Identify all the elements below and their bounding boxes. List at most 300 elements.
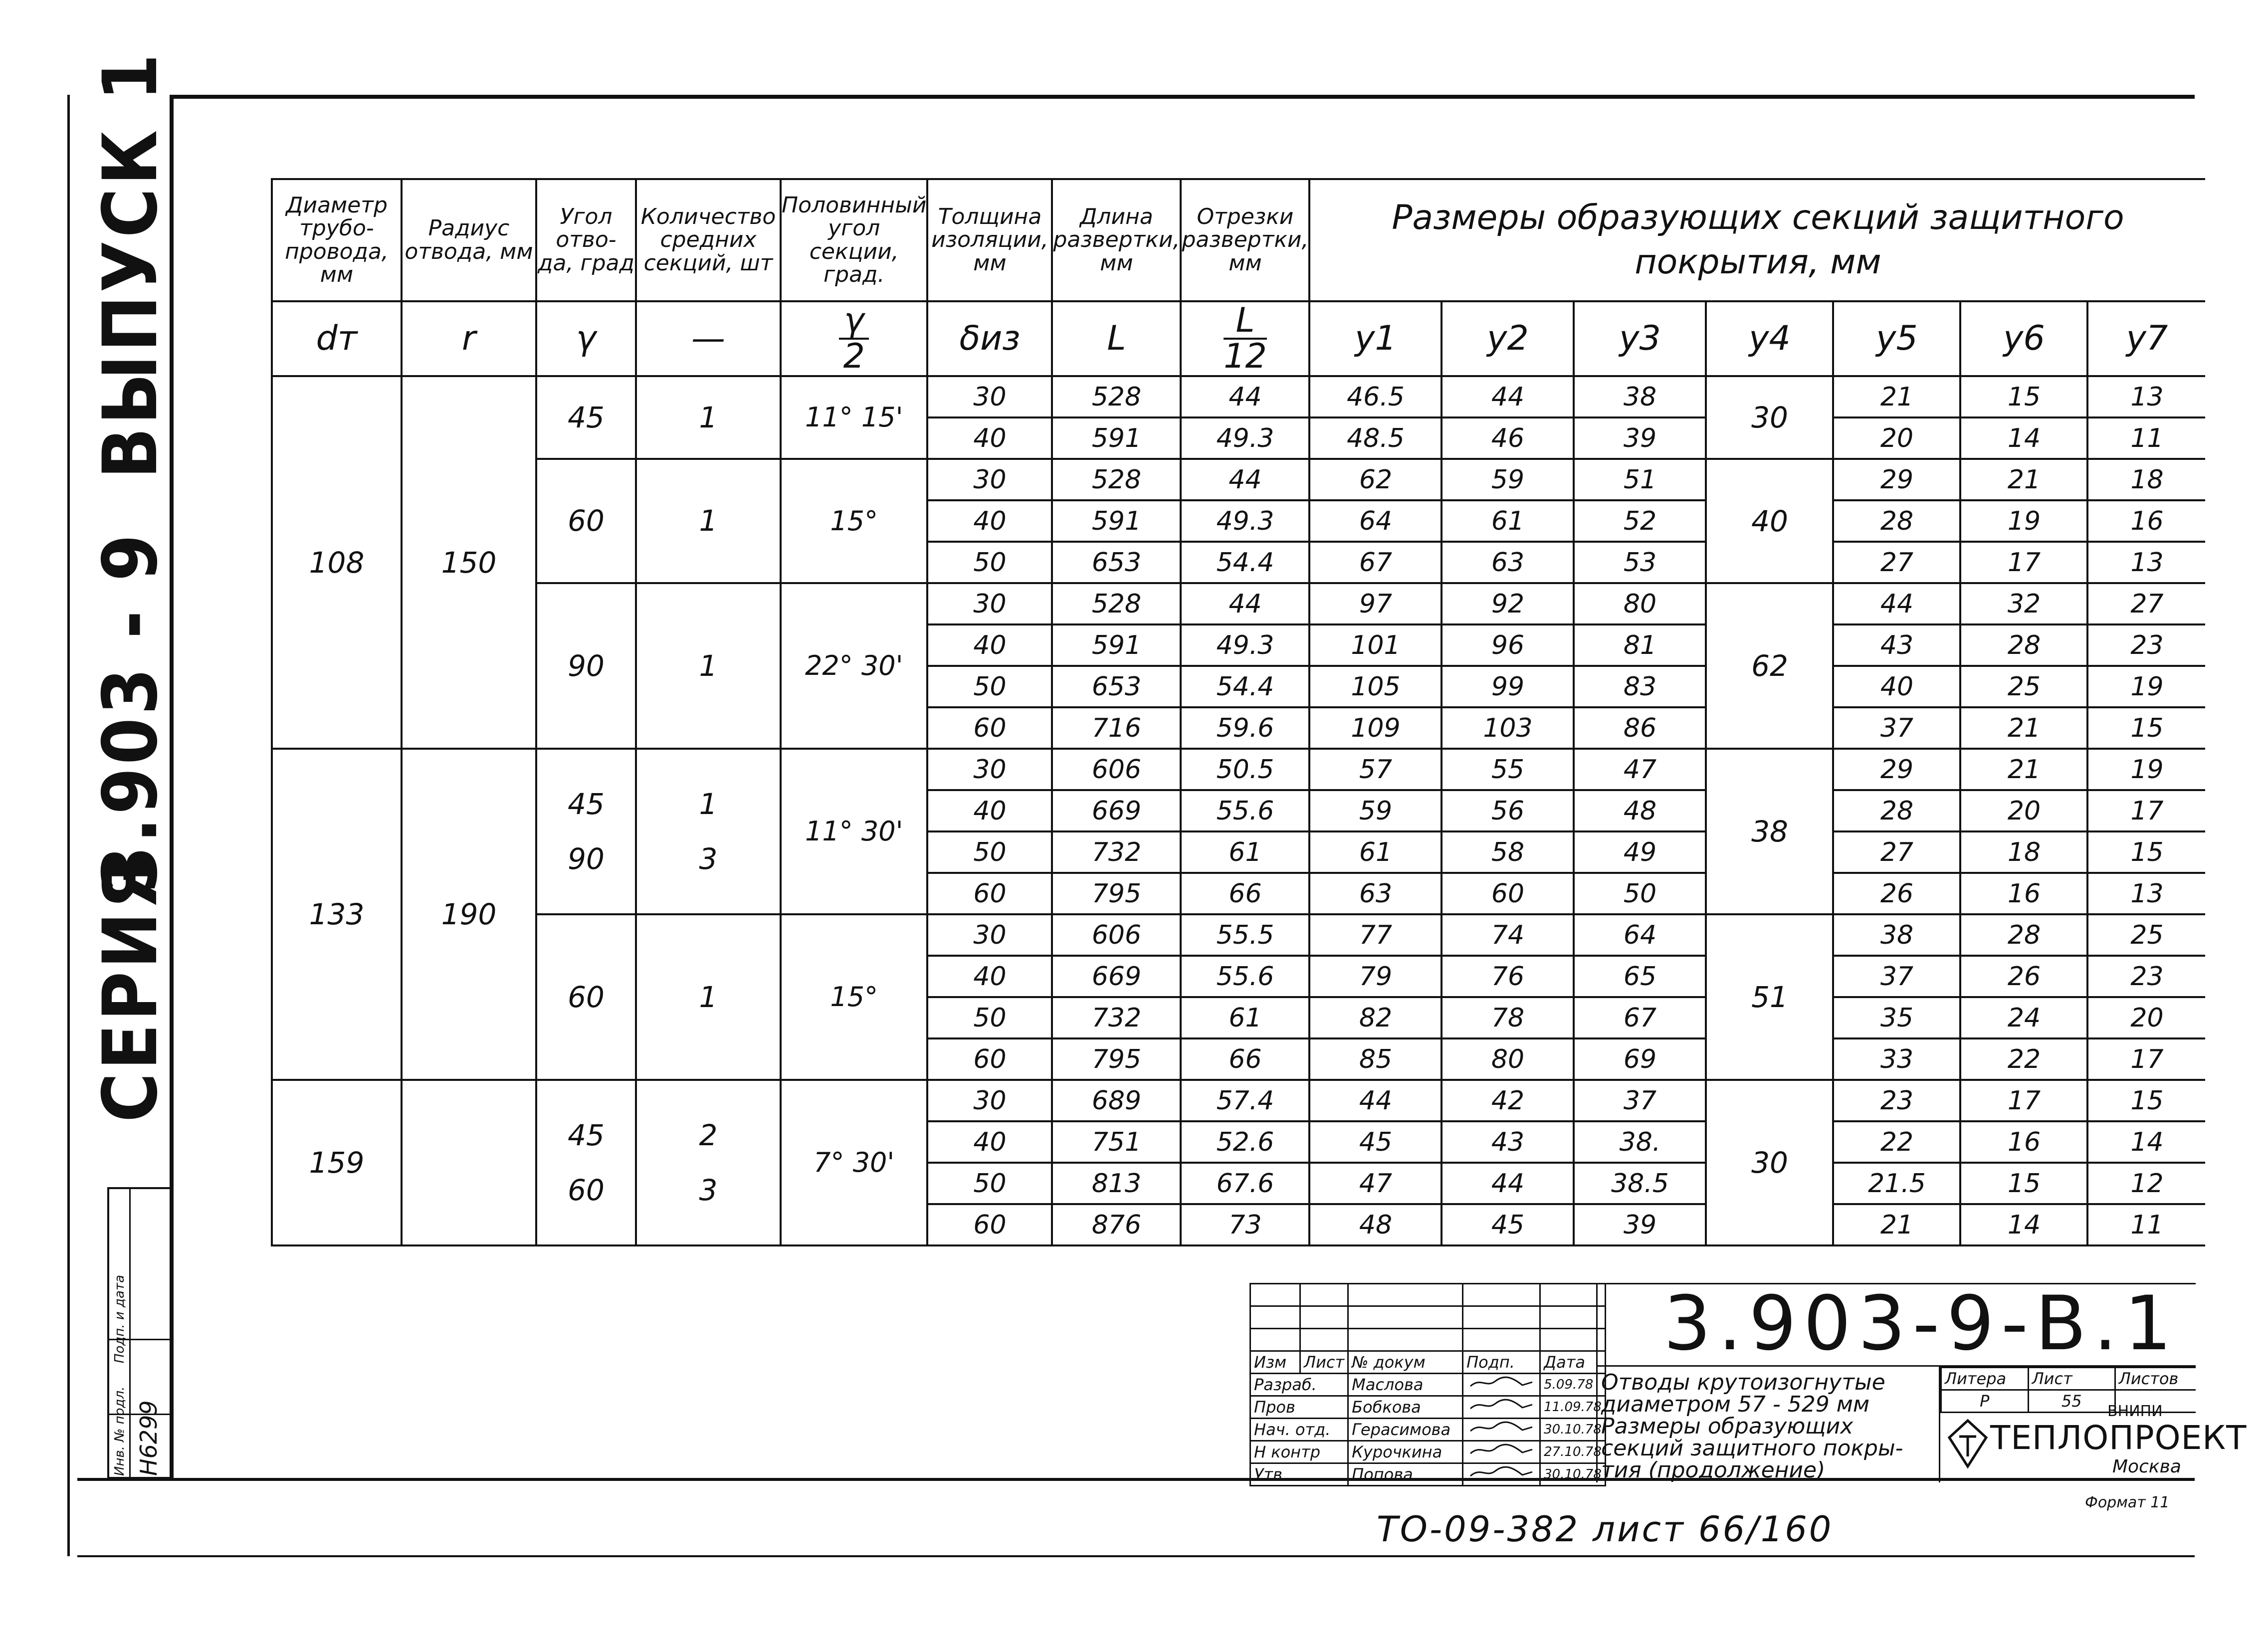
role-label: Пров <box>1250 1396 1348 1419</box>
table-row <box>272 583 2205 624</box>
cell-y1: 46.5 <box>1309 376 1442 417</box>
table-row <box>272 376 2205 417</box>
cell-y4: 40 <box>1706 459 1833 583</box>
sym-half-angle <box>781 301 927 376</box>
cell-half-angle: 7° 30' <box>781 1080 927 1245</box>
revision-table <box>1249 1283 1606 1486</box>
cell-y1: 48.5 <box>1309 417 1442 459</box>
cell-length: 606 <box>1052 749 1181 790</box>
cell-length: 591 <box>1052 500 1181 542</box>
cell-y6: 26 <box>1960 956 2087 997</box>
cell-y7: 19 <box>2087 749 2205 790</box>
cell-y2: 46 <box>1442 417 1574 459</box>
cell-y2: 103 <box>1442 707 1574 749</box>
hdr-radius: Радиус отвода, мм <box>402 179 536 301</box>
cell-segment: 61 <box>1181 997 1309 1038</box>
cell-y1: 79 <box>1309 956 1442 997</box>
role-label: Нач. отд. <box>1250 1419 1348 1441</box>
cell-y1: 64 <box>1309 500 1442 542</box>
series-number: 3.903 - 9 <box>87 531 174 893</box>
cell-y7: 17 <box>2087 1038 2205 1080</box>
cell-y3: 86 <box>1574 707 1706 749</box>
cell-y7: 25 <box>2087 914 2205 956</box>
hdr-half-angle: Половинный угол секции, град. <box>781 179 927 301</box>
cell-thickness: 60 <box>927 873 1052 914</box>
tb-head-sign: Подп. <box>1463 1351 1540 1374</box>
cell-y6: 32 <box>1960 583 2087 624</box>
sym-y4: y4 <box>1706 301 1833 376</box>
signature <box>1463 1441 1540 1463</box>
cell-y3: 64 <box>1574 914 1706 956</box>
cell-y4: 51 <box>1706 914 1833 1080</box>
desc-line-4: секций защитного покры- <box>1601 1436 1903 1461</box>
cell-y6: 22 <box>1960 1038 2087 1080</box>
hdr-angle: Угол отво- да, град <box>536 179 636 301</box>
spine-series <box>87 854 174 1122</box>
cell-length: 528 <box>1052 376 1181 417</box>
sym-length: L <box>1052 301 1181 376</box>
hdr-diameter: Диаметр трубо- провода, мм <box>272 179 402 301</box>
cell-y3: 38.5 <box>1574 1163 1706 1204</box>
cell-y6: 21 <box>1960 749 2087 790</box>
sign-date: 11.09.78 <box>1540 1396 1606 1419</box>
desc-line-2: диаметром 57 - 529 мм <box>1601 1392 1870 1417</box>
cell-y2: 78 <box>1442 997 1574 1038</box>
cell-y1: 77 <box>1309 914 1442 956</box>
cell-y5: 20 <box>1833 417 1960 459</box>
sections-table <box>271 178 2205 1246</box>
cell-y6: 14 <box>1960 417 2087 459</box>
cell-thickness: 40 <box>927 956 1052 997</box>
cell-length: 732 <box>1052 831 1181 873</box>
outer-left-line <box>67 95 70 1556</box>
cell-y6: 21 <box>1960 459 2087 500</box>
cell-y1: 57 <box>1309 749 1442 790</box>
org-top: ВНИПИ <box>2107 1403 2163 1420</box>
hdr-sizes: Размеры образующих секций защитного покрытия, мм <box>1309 179 2205 301</box>
stage-value: Р <box>1941 1390 2029 1413</box>
segments-num: L <box>1224 304 1267 340</box>
cell-y7: 19 <box>2087 666 2205 707</box>
cell-segment: 55.5 <box>1181 914 1309 956</box>
signature-row <box>1250 1419 1606 1441</box>
cell-y7: 17 <box>2087 790 2205 831</box>
cell-radius <box>402 1080 536 1245</box>
cell-y1: 105 <box>1309 666 1442 707</box>
cell-y5: 43 <box>1833 624 1960 666</box>
cell-segment: 73 <box>1181 1204 1309 1245</box>
cell-thickness: 30 <box>927 1080 1052 1121</box>
archive-number: ТО-09-382 лист 66/160 <box>1377 1509 1834 1550</box>
sym-diameter: dт <box>272 301 402 376</box>
cell-y5: 38 <box>1833 914 1960 956</box>
format-label: Формат 11 <box>2085 1494 2170 1511</box>
cell-y7: 13 <box>2087 873 2205 914</box>
cell-y6: 17 <box>1960 1080 2087 1121</box>
cell-segment: 49.3 <box>1181 417 1309 459</box>
cell-diameter: 108 <box>272 376 402 749</box>
cell-thickness: 40 <box>927 500 1052 542</box>
cell-y3: 69 <box>1574 1038 1706 1080</box>
cell-half-angle: 15° <box>781 459 927 583</box>
cell-y7: 11 <box>2087 417 2205 459</box>
cell-y3: 65 <box>1574 956 1706 997</box>
cell-y6: 18 <box>1960 831 2087 873</box>
cell-y3: 53 <box>1574 542 1706 583</box>
cell-y2: 42 <box>1442 1080 1574 1121</box>
signature-row <box>1250 1396 1606 1419</box>
cell-thickness: 30 <box>927 914 1052 956</box>
sym-radius: r <box>402 301 536 376</box>
sym-sections-count: — <box>636 301 781 376</box>
cell-y2: 45 <box>1442 1204 1574 1245</box>
symbol-row <box>272 301 2205 376</box>
cell-sections-count: 1 3 <box>636 749 781 914</box>
cell-y7: 15 <box>2087 831 2205 873</box>
cell-y6: 24 <box>1960 997 2087 1038</box>
tb-head-date: Дата <box>1540 1351 1606 1374</box>
tb-head-doc: № докум <box>1348 1351 1463 1374</box>
cell-y1: 97 <box>1309 583 1442 624</box>
cell-y2: 92 <box>1442 583 1574 624</box>
cell-diameter: 159 <box>272 1080 402 1245</box>
cell-y5: 29 <box>1833 749 1960 790</box>
cell-y3: 80 <box>1574 583 1706 624</box>
cell-y2: 74 <box>1442 914 1574 956</box>
sheet-head: Лист <box>2028 1368 2115 1390</box>
cell-y3: 38. <box>1574 1121 1706 1163</box>
cell-thickness: 40 <box>927 1121 1052 1163</box>
hdr-sections-count: Количество средних секций, шт <box>636 179 781 301</box>
segments-den: 12 <box>1224 337 1267 376</box>
cell-y6: 16 <box>1960 1121 2087 1163</box>
cell-segment: 44 <box>1181 583 1309 624</box>
sign-date: 5.09.78 <box>1540 1374 1606 1396</box>
person-name: Курочкина <box>1348 1441 1463 1463</box>
cell-angle: 45 <box>536 376 636 459</box>
cell-y5: 21.5 <box>1833 1163 1960 1204</box>
cell-y6: 17 <box>1960 542 2087 583</box>
cell-y1: 109 <box>1309 707 1442 749</box>
cell-y6: 14 <box>1960 1204 2087 1245</box>
cell-sections-count: 1 <box>636 459 781 583</box>
table-row <box>272 914 2205 956</box>
hdr-length: Длина развертки, мм <box>1052 179 1181 301</box>
cell-length: 591 <box>1052 417 1181 459</box>
cell-y2: 63 <box>1442 542 1574 583</box>
cell-thickness: 50 <box>927 666 1052 707</box>
person-name: Герасимова <box>1348 1419 1463 1441</box>
cell-y3: 48 <box>1574 790 1706 831</box>
cell-length: 653 <box>1052 666 1181 707</box>
frame-top <box>170 95 2195 99</box>
cell-segment: 49.3 <box>1181 500 1309 542</box>
signature <box>1463 1463 1540 1486</box>
description <box>1601 1372 1903 1481</box>
issue-label: ВЫПУСК 1 <box>87 51 174 479</box>
cell-sections-count: 1 <box>636 583 781 749</box>
document-code: 3.903-9-В.1 <box>1663 1280 2179 1367</box>
inventory-number: Н6299 <box>135 1400 162 1476</box>
cell-segment: 54.4 <box>1181 666 1309 707</box>
cell-y7: 14 <box>2087 1121 2205 1163</box>
cell-y5: 26 <box>1833 873 1960 914</box>
cell-thickness: 40 <box>927 790 1052 831</box>
cell-y2: 55 <box>1442 749 1574 790</box>
cell-segment: 66 <box>1181 1038 1309 1080</box>
cell-length: 528 <box>1052 583 1181 624</box>
org-name: ТЕПЛОПРОЕКТ <box>1990 1419 2247 1457</box>
sym-y2: y2 <box>1442 301 1574 376</box>
cell-length: 876 <box>1052 1204 1181 1245</box>
cell-y1: 82 <box>1309 997 1442 1038</box>
cell-y1: 63 <box>1309 873 1442 914</box>
cell-sections-count: 1 <box>636 376 781 459</box>
cell-length: 669 <box>1052 956 1181 997</box>
sign-date: 27.10.78 <box>1540 1441 1606 1463</box>
role-label: Разраб. <box>1250 1374 1348 1396</box>
person-name: Попова <box>1348 1463 1463 1486</box>
signature-row <box>1250 1463 1606 1486</box>
role-label: Утв <box>1250 1463 1348 1486</box>
cell-half-angle: 11° 15' <box>781 376 927 459</box>
cell-length: 689 <box>1052 1080 1181 1121</box>
cell-y6: 20 <box>1960 790 2087 831</box>
cell-angle: 45 90 <box>536 749 636 914</box>
cell-y1: 44 <box>1309 1080 1442 1121</box>
sign-date: 30.10.78 <box>1540 1419 1606 1441</box>
cell-y6: 15 <box>1960 376 2087 417</box>
cell-segment: 66 <box>1181 873 1309 914</box>
cell-thickness: 40 <box>927 624 1052 666</box>
header-row <box>272 179 2205 301</box>
cell-segment: 44 <box>1181 376 1309 417</box>
cell-y3: 52 <box>1574 500 1706 542</box>
cell-y7: 20 <box>2087 997 2205 1038</box>
cell-y5: 37 <box>1833 707 1960 749</box>
cell-length: 669 <box>1052 790 1181 831</box>
cell-y2: 44 <box>1442 1163 1574 1204</box>
desc-line-3: Размеры образующих <box>1601 1414 1854 1439</box>
cell-y1: 48 <box>1309 1204 1442 1245</box>
cell-y7: 13 <box>2087 376 2205 417</box>
cell-thickness: 50 <box>927 831 1052 873</box>
cell-y7: 16 <box>2087 500 2205 542</box>
hdr-thickness: Толщина изоляции, мм <box>927 179 1052 301</box>
table-row <box>272 1080 2205 1121</box>
cell-y5: 27 <box>1833 542 1960 583</box>
half-angle-num: γ <box>839 304 869 340</box>
cell-length: 795 <box>1052 873 1181 914</box>
cell-length: 591 <box>1052 624 1181 666</box>
cell-segment: 54.4 <box>1181 542 1309 583</box>
cell-segment: 67.6 <box>1181 1163 1309 1204</box>
spine-number <box>87 531 174 893</box>
cell-segment: 52.6 <box>1181 1121 1309 1163</box>
cell-length: 751 <box>1052 1121 1181 1163</box>
cell-length: 813 <box>1052 1163 1181 1204</box>
cell-y2: 44 <box>1442 376 1574 417</box>
sheet-value: 55 <box>2028 1390 2115 1413</box>
cell-angle: 60 <box>536 914 636 1080</box>
cell-thickness: 60 <box>927 1204 1052 1245</box>
cell-thickness: 30 <box>927 459 1052 500</box>
cell-half-angle: 15° <box>781 914 927 1080</box>
cell-y2: 76 <box>1442 956 1574 997</box>
title-block <box>1249 1280 2247 1484</box>
sheets-head: Листов <box>2115 1368 2196 1390</box>
cell-thickness: 60 <box>927 707 1052 749</box>
cell-y2: 99 <box>1442 666 1574 707</box>
hdr-segments: Отрезки развертки, мм <box>1181 179 1309 301</box>
cell-y3: 38 <box>1574 376 1706 417</box>
signature-row <box>1250 1374 1606 1396</box>
cell-thickness: 30 <box>927 376 1052 417</box>
sym-y1: y1 <box>1309 301 1442 376</box>
cell-y7: 27 <box>2087 583 2205 624</box>
cell-angle: 60 <box>536 459 636 583</box>
sym-y6: y6 <box>1960 301 2087 376</box>
cell-sections-count: 1 <box>636 914 781 1080</box>
cell-y6: 19 <box>1960 500 2087 542</box>
cell-length: 795 <box>1052 1038 1181 1080</box>
cell-sections-count: 2 3 <box>636 1080 781 1245</box>
org-logo-icon <box>1945 1417 1990 1471</box>
person-name: Бобкова <box>1348 1396 1463 1419</box>
cell-y5: 33 <box>1833 1038 1960 1080</box>
cell-thickness: 50 <box>927 1163 1052 1204</box>
cell-y4: 62 <box>1706 583 1833 749</box>
cell-thickness: 30 <box>927 583 1052 624</box>
side-stamp <box>107 1187 172 1479</box>
cell-y6: 21 <box>1960 707 2087 749</box>
desc-line-5: тия (продолжение) <box>1601 1457 1826 1483</box>
cell-y1: 85 <box>1309 1038 1442 1080</box>
sheet-bottom-line <box>77 1555 2195 1557</box>
cell-y3: 39 <box>1574 417 1706 459</box>
sym-thickness: δиз <box>927 301 1052 376</box>
cell-y1: 62 <box>1309 459 1442 500</box>
tb-head-list: Лист <box>1300 1351 1348 1374</box>
cell-y2: 56 <box>1442 790 1574 831</box>
cell-segment: 49.3 <box>1181 624 1309 666</box>
signature-row <box>1250 1441 1606 1463</box>
cell-y2: 59 <box>1442 459 1574 500</box>
cell-diameter: 133 <box>272 749 402 1080</box>
half-angle-den: 2 <box>843 337 865 376</box>
spine-issue <box>87 51 174 479</box>
cell-y5: 29 <box>1833 459 1960 500</box>
cell-y3: 37 <box>1574 1080 1706 1121</box>
cell-radius: 150 <box>402 376 536 749</box>
cell-y2: 60 <box>1442 873 1574 914</box>
cell-y2: 58 <box>1442 831 1574 873</box>
cell-y3: 49 <box>1574 831 1706 873</box>
cell-y5: 27 <box>1833 831 1960 873</box>
cell-segment: 55.6 <box>1181 790 1309 831</box>
cell-y3: 50 <box>1574 873 1706 914</box>
cell-y5: 22 <box>1833 1121 1960 1163</box>
tb-head-izm: Изм <box>1250 1351 1300 1374</box>
cell-y7: 23 <box>2087 956 2205 997</box>
tb-blank-row <box>1250 1306 1606 1329</box>
cell-y3: 67 <box>1574 997 1706 1038</box>
cell-segment: 59.6 <box>1181 707 1309 749</box>
sym-y7: y7 <box>2087 301 2205 376</box>
cell-y3: 47 <box>1574 749 1706 790</box>
cell-y6: 28 <box>1960 914 2087 956</box>
cell-y1: 45 <box>1309 1121 1442 1163</box>
org-logo <box>1945 1417 1990 1471</box>
series-label: СЕРИЯ <box>87 854 174 1122</box>
cell-y7: 18 <box>2087 459 2205 500</box>
cell-y6: 16 <box>1960 873 2087 914</box>
cell-length: 606 <box>1052 914 1181 956</box>
signature <box>1463 1396 1540 1419</box>
sym-y5: y5 <box>1833 301 1960 376</box>
cell-segment: 44 <box>1181 459 1309 500</box>
cell-segment: 50.5 <box>1181 749 1309 790</box>
cell-y1: 101 <box>1309 624 1442 666</box>
cell-y7: 11 <box>2087 1204 2205 1245</box>
cell-thickness: 50 <box>927 997 1052 1038</box>
tb-head-row <box>1250 1351 1606 1374</box>
cell-y3: 81 <box>1574 624 1706 666</box>
cell-y1: 67 <box>1309 542 1442 583</box>
cell-y2: 43 <box>1442 1121 1574 1163</box>
signature <box>1463 1374 1540 1396</box>
cell-thickness: 50 <box>927 542 1052 583</box>
cell-y1: 59 <box>1309 790 1442 831</box>
tb-blank-row <box>1250 1329 1606 1351</box>
cell-y2: 80 <box>1442 1038 1574 1080</box>
sym-segments <box>1181 301 1309 376</box>
cell-segment: 57.4 <box>1181 1080 1309 1121</box>
org-city: Москва <box>2112 1456 2181 1477</box>
signature <box>1463 1419 1540 1441</box>
cell-y7: 15 <box>2087 707 2205 749</box>
person-name: Маслова <box>1348 1374 1463 1396</box>
cell-y5: 28 <box>1833 790 1960 831</box>
role-label: Н контр <box>1250 1441 1348 1463</box>
cell-y5: 21 <box>1833 376 1960 417</box>
cell-y7: 13 <box>2087 542 2205 583</box>
cell-length: 732 <box>1052 997 1181 1038</box>
cell-length: 528 <box>1052 459 1181 500</box>
cell-y1: 47 <box>1309 1163 1442 1204</box>
cell-y3: 51 <box>1574 459 1706 500</box>
cell-y1: 61 <box>1309 831 1442 873</box>
sym-y3: y3 <box>1574 301 1706 376</box>
cell-thickness: 60 <box>927 1038 1052 1080</box>
table-row <box>272 749 2205 790</box>
cell-y4: 30 <box>1706 1080 1833 1245</box>
cell-y7: 12 <box>2087 1163 2205 1204</box>
cell-y3: 83 <box>1574 666 1706 707</box>
cell-y5: 37 <box>1833 956 1960 997</box>
cell-y4: 38 <box>1706 749 1833 914</box>
cell-half-angle: 11° 30' <box>781 749 927 914</box>
cell-thickness: 30 <box>927 749 1052 790</box>
desc-line-1: Отводы крутоизогнутые <box>1601 1370 1885 1395</box>
cell-y5: 28 <box>1833 500 1960 542</box>
table-row <box>272 459 2205 500</box>
cell-y4: 30 <box>1706 376 1833 459</box>
cell-half-angle: 22° 30' <box>781 583 927 749</box>
cell-length: 716 <box>1052 707 1181 749</box>
cell-y6: 28 <box>1960 624 2087 666</box>
cell-y2: 96 <box>1442 624 1574 666</box>
